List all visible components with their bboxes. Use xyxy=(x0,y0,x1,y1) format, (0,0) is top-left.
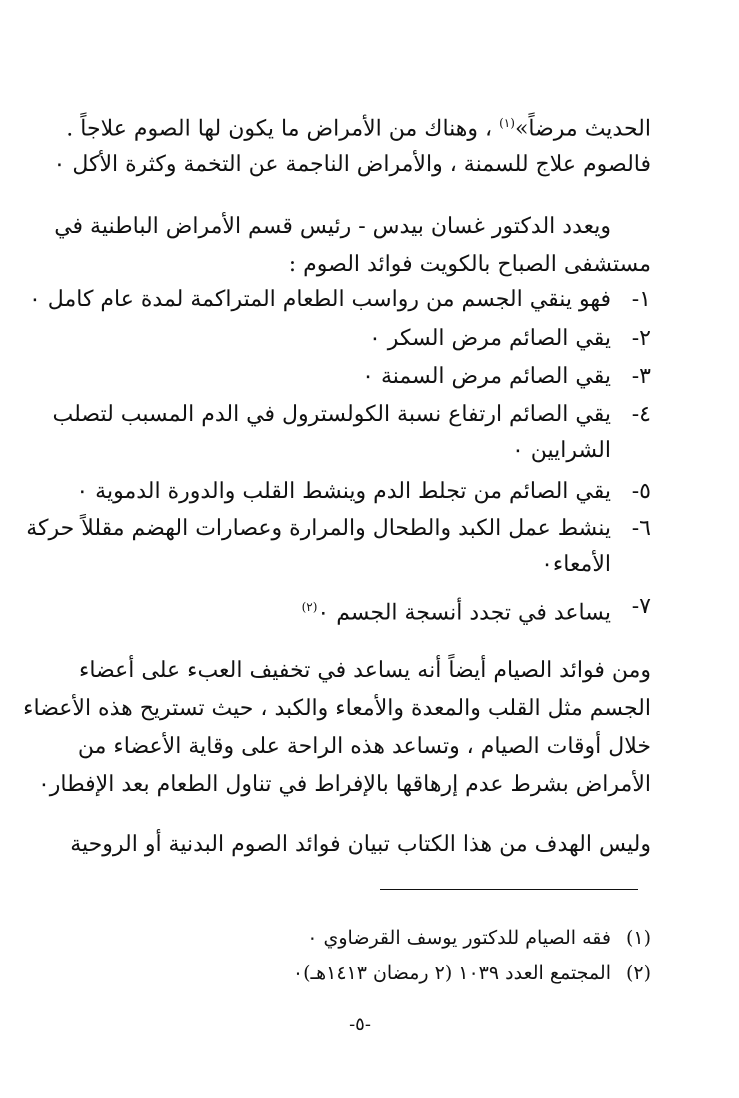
list-item-2-line1: يقي الصائم مرض السكر ٠ xyxy=(368,326,611,351)
footnote-1-text: فقه الصيام للدكتور يوسف القرضاوي ٠ xyxy=(307,927,611,949)
para1-line1 xyxy=(66,108,651,144)
list-item-6-line1: ينشط عمل الكبد والطحال والمرارة وعصارات الهضم مقللاً حركة xyxy=(26,516,611,541)
para4-line1: وليس الهدف من هذا الكتاب تبيان فوائد الصوم البدنية أو الروحية xyxy=(70,832,651,857)
list-item-7-line1 xyxy=(302,592,611,628)
list-item-3-number: ٣- xyxy=(631,364,651,389)
list-item-2-number: ٢- xyxy=(631,326,651,351)
list-item-1-number: ١- xyxy=(631,287,651,312)
footnote-separator xyxy=(380,889,638,890)
list-item-1-line1: فهو ينقي الجسم من رواسب الطعام المتراكمة لمدة عام كامل ٠ xyxy=(28,287,611,312)
para3-line4: الأمراض بشرط عدم إرهاقها بالإفراط في تناول الطعام بعد الإفطار٠ xyxy=(37,772,651,797)
footnote-ref-1[interactable]: (١) xyxy=(499,116,515,130)
list-item-6-number: ٦- xyxy=(631,516,651,541)
footnote-2-number: (٢) xyxy=(625,962,651,984)
page-number: -٥- xyxy=(349,1014,371,1035)
list-item-5-line1: يقي الصائم من تجلط الدم وينشط القلب والدورة الدموية ٠ xyxy=(76,479,611,504)
list-item-3-line1: يقي الصائم مرض السمنة ٠ xyxy=(362,364,611,389)
list-item-7-text: يساعد في تجدد أنسجة الجسم ٠ xyxy=(317,600,611,626)
para1-line1-rest: ، وهناك من الأمراض ما يكون لها الصوم علاجاً . xyxy=(66,116,500,142)
footnote-1-number: (١) xyxy=(625,927,651,949)
footnote-2-text: المجتمع العدد ١٠٣٩ (٢ رمضان ١٤١٣هـ)٠ xyxy=(292,962,611,984)
para3-line1: ومن فوائد الصيام أيضاً أنه يساعد في تخفيف العبء على أعضاء xyxy=(79,658,651,683)
para3-line3: خلال أوقات الصيام ، وتساعد هذه الراحة على وقاية الأعضاء من xyxy=(77,734,651,759)
list-item-7-number: ٧- xyxy=(631,594,651,619)
footnote-ref-2[interactable]: (٢) xyxy=(301,600,318,614)
para1-line1-text: الحديث مرضاً» xyxy=(514,116,651,142)
list-item-6-line2: الأمعاء٠ xyxy=(541,552,611,577)
list-item-4-number: ٤- xyxy=(631,402,651,427)
para1-line2: فالصوم علاج للسمنة ، والأمراض الناجمة عن التخمة وكثرة الأكل ٠ xyxy=(53,152,651,177)
list-item-5-number: ٥- xyxy=(631,479,651,504)
para3-line2: الجسم مثل القلب والمعدة والأمعاء والكبد ، حيث تستريح هذه الأعضاء xyxy=(23,696,651,721)
para2-line1: ويعدد الدكتور غسان بيدس - رئيس قسم الأمراض الباطنية في xyxy=(54,214,611,239)
list-item-4-line1: يقي الصائم ارتفاع نسبة الكولسترول في الدم المسبب لتصلب xyxy=(52,402,611,427)
list-item-4-line2: الشرايين ٠ xyxy=(511,438,611,463)
para2-line2: مستشفى الصباح بالكويت فوائد الصوم : xyxy=(288,252,651,277)
